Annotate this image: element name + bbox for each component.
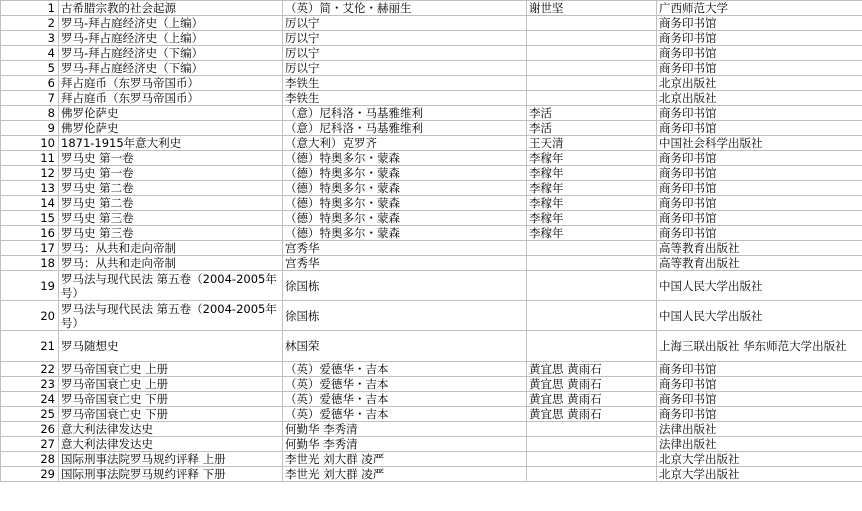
publisher-cell[interactable]: 中国人民大学出版社 bbox=[657, 301, 862, 331]
author-cell[interactable]: 厉以宁 bbox=[283, 16, 527, 31]
title-cell[interactable]: 罗马帝国衰亡史 上册 bbox=[59, 377, 283, 392]
title-cell[interactable]: 罗马：从共和走向帝制 bbox=[59, 256, 283, 271]
publisher-cell[interactable]: 商务印书馆 bbox=[657, 121, 862, 136]
row-number-cell[interactable]: 5 bbox=[1, 61, 59, 76]
publisher-cell[interactable]: 商务印书馆 bbox=[657, 181, 862, 196]
row-number-cell[interactable]: 24 bbox=[1, 392, 59, 407]
title-cell[interactable]: 罗马史 第一卷 bbox=[59, 151, 283, 166]
publisher-cell[interactable]: 中国人民大学出版社 bbox=[657, 271, 862, 301]
title-cell[interactable]: 罗马-拜占庭经济史（上编） bbox=[59, 16, 283, 31]
row-number-cell[interactable]: 18 bbox=[1, 256, 59, 271]
translator-cell[interactable] bbox=[527, 452, 657, 467]
translator-cell[interactable] bbox=[527, 46, 657, 61]
row-number-cell[interactable]: 19 bbox=[1, 271, 59, 301]
translator-cell[interactable]: 黄宜思 黄雨石 bbox=[527, 362, 657, 377]
row-number-cell[interactable]: 1 bbox=[1, 1, 59, 16]
author-cell[interactable]: （德）特奥多尔・蒙森 bbox=[283, 226, 527, 241]
publisher-cell[interactable]: 高等教育出版社 bbox=[657, 241, 862, 256]
author-cell[interactable]: （英）简・艾伦・赫丽生 bbox=[283, 1, 527, 16]
row-number-cell[interactable]: 20 bbox=[1, 301, 59, 331]
row-number-cell[interactable]: 22 bbox=[1, 362, 59, 377]
translator-cell[interactable] bbox=[527, 256, 657, 271]
table-row bbox=[1, 106, 862, 121]
translator-cell[interactable]: 李稼年 bbox=[527, 166, 657, 181]
table-row bbox=[1, 211, 862, 226]
author-cell[interactable]: （英）爱德华・吉本 bbox=[283, 377, 527, 392]
title-cell[interactable]: 罗马-拜占庭经济史（上编） bbox=[59, 31, 283, 46]
row-number-cell[interactable]: 14 bbox=[1, 196, 59, 211]
author-cell[interactable]: 厉以宁 bbox=[283, 46, 527, 61]
translator-cell[interactable] bbox=[527, 31, 657, 46]
row-number-cell[interactable]: 8 bbox=[1, 106, 59, 121]
title-cell[interactable]: 罗马史 第二卷 bbox=[59, 196, 283, 211]
author-cell[interactable]: 厉以宁 bbox=[283, 31, 527, 46]
row-number-cell[interactable]: 10 bbox=[1, 136, 59, 151]
translator-cell[interactable]: 李稼年 bbox=[527, 181, 657, 196]
table-row bbox=[1, 407, 862, 422]
table-row bbox=[1, 76, 862, 91]
publisher-cell[interactable]: 商务印书馆 bbox=[657, 31, 862, 46]
row-number-cell[interactable]: 4 bbox=[1, 46, 59, 61]
publisher-cell[interactable]: 商务印书馆 bbox=[657, 106, 862, 121]
table-row bbox=[1, 136, 862, 151]
title-cell[interactable]: 罗马帝国衰亡史 上册 bbox=[59, 362, 283, 377]
table-row bbox=[1, 226, 862, 241]
publisher-cell[interactable]: 北京出版社 bbox=[657, 76, 862, 91]
translator-cell[interactable] bbox=[527, 76, 657, 91]
title-cell[interactable]: 古希腊宗教的社会起源 bbox=[59, 1, 283, 16]
publisher-cell[interactable]: 商务印书馆 bbox=[657, 46, 862, 61]
row-number-cell[interactable]: 25 bbox=[1, 407, 59, 422]
publisher-cell[interactable]: 商务印书馆 bbox=[657, 166, 862, 181]
title-cell[interactable]: 罗马史 第二卷 bbox=[59, 181, 283, 196]
title-cell[interactable]: 罗马-拜占庭经济史（下编） bbox=[59, 61, 283, 76]
publisher-cell[interactable]: 广西师范大学 bbox=[657, 1, 862, 16]
table-row bbox=[1, 271, 862, 301]
author-cell[interactable]: 徐国栋 bbox=[283, 301, 527, 331]
table-row bbox=[1, 377, 862, 392]
publisher-cell[interactable]: 高等教育出版社 bbox=[657, 256, 862, 271]
translator-cell[interactable] bbox=[527, 422, 657, 437]
title-cell[interactable]: 罗马法与现代民法 第五卷（2004-2005年号） bbox=[59, 301, 283, 331]
publisher-cell[interactable]: 商务印书馆 bbox=[657, 362, 862, 377]
translator-cell[interactable]: 李稼年 bbox=[527, 151, 657, 166]
row-number-cell[interactable]: 17 bbox=[1, 241, 59, 256]
title-cell[interactable]: 罗马法与现代民法 第五卷（2004-2005年号） bbox=[59, 271, 283, 301]
author-cell[interactable]: （意）尼科洛・马基雅维利 bbox=[283, 121, 527, 136]
author-cell[interactable]: （德）特奥多尔・蒙森 bbox=[283, 196, 527, 211]
translator-cell[interactable] bbox=[527, 271, 657, 301]
table-row bbox=[1, 301, 862, 331]
title-cell[interactable]: 罗马史 第三卷 bbox=[59, 211, 283, 226]
row-number-cell[interactable]: 21 bbox=[1, 331, 59, 362]
table-row bbox=[1, 437, 862, 452]
title-cell[interactable]: 罗马史 第一卷 bbox=[59, 166, 283, 181]
row-number-cell[interactable]: 13 bbox=[1, 181, 59, 196]
publisher-cell[interactable]: 商务印书馆 bbox=[657, 407, 862, 422]
title-cell[interactable]: 罗马史 第三卷 bbox=[59, 226, 283, 241]
author-cell[interactable]: 徐国栋 bbox=[283, 271, 527, 301]
table-row bbox=[1, 256, 862, 271]
row-number-cell[interactable]: 29 bbox=[1, 467, 59, 482]
author-cell[interactable]: （英）爱德华・吉本 bbox=[283, 362, 527, 377]
publisher-cell[interactable]: 法律出版社 bbox=[657, 422, 862, 437]
author-cell[interactable]: 李世光 刘大群 凌严 bbox=[283, 467, 527, 482]
author-cell[interactable]: （意）尼科洛・马基雅维利 bbox=[283, 106, 527, 121]
publisher-cell[interactable]: 商务印书馆 bbox=[657, 151, 862, 166]
translator-cell[interactable] bbox=[527, 437, 657, 452]
table-row bbox=[1, 331, 862, 362]
row-number-cell[interactable]: 15 bbox=[1, 211, 59, 226]
publisher-cell[interactable]: 法律出版社 bbox=[657, 437, 862, 452]
translator-cell[interactable]: 李稼年 bbox=[527, 226, 657, 241]
publisher-cell[interactable]: 商务印书馆 bbox=[657, 61, 862, 76]
translator-cell[interactable]: 黄宜思 黄雨石 bbox=[527, 407, 657, 422]
translator-cell[interactable]: 王天清 bbox=[527, 136, 657, 151]
row-number-cell[interactable]: 7 bbox=[1, 91, 59, 106]
table-row bbox=[1, 91, 862, 106]
table-row bbox=[1, 61, 862, 76]
table-row bbox=[1, 166, 862, 181]
row-number-cell[interactable]: 2 bbox=[1, 16, 59, 31]
title-cell[interactable]: 罗马-拜占庭经济史（下编） bbox=[59, 46, 283, 61]
publisher-cell[interactable]: 北京大学出版社 bbox=[657, 467, 862, 482]
translator-cell[interactable] bbox=[527, 61, 657, 76]
title-cell[interactable]: 国际刑事法院罗马规约评释 上册 bbox=[59, 452, 283, 467]
author-cell[interactable]: （德）特奥多尔・蒙森 bbox=[283, 181, 527, 196]
author-cell[interactable]: 李铁生 bbox=[283, 91, 527, 106]
table-row bbox=[1, 392, 862, 407]
title-cell[interactable]: 拜占庭币（东罗马帝国币） bbox=[59, 91, 283, 106]
translator-cell[interactable] bbox=[527, 331, 657, 362]
author-cell[interactable]: （德）特奥多尔・蒙森 bbox=[283, 166, 527, 181]
row-number-cell[interactable]: 6 bbox=[1, 76, 59, 91]
table-row bbox=[1, 121, 862, 136]
publisher-cell[interactable]: 商务印书馆 bbox=[657, 377, 862, 392]
author-cell[interactable]: 宫秀华 bbox=[283, 241, 527, 256]
row-number-cell[interactable]: 16 bbox=[1, 226, 59, 241]
title-cell[interactable]: 意大利法律发达史 bbox=[59, 422, 283, 437]
author-cell[interactable]: （意大利）克罗齐 bbox=[283, 136, 527, 151]
author-cell[interactable]: （英）爱德华・吉本 bbox=[283, 392, 527, 407]
title-cell[interactable]: 罗马：从共和走向帝制 bbox=[59, 241, 283, 256]
title-cell[interactable]: 罗马随想史 bbox=[59, 331, 283, 362]
publisher-cell[interactable]: 上海三联出版社 华东师范大学出版社 bbox=[657, 331, 862, 362]
author-cell[interactable]: 林国荣 bbox=[283, 331, 527, 362]
row-number-cell[interactable]: 9 bbox=[1, 121, 59, 136]
title-cell[interactable]: 1871-1915年意大利史 bbox=[59, 136, 283, 151]
title-cell[interactable]: 佛罗伦萨史 bbox=[59, 121, 283, 136]
title-cell[interactable]: 拜占庭币（东罗马帝国币） bbox=[59, 76, 283, 91]
translator-cell[interactable]: 李稼年 bbox=[527, 196, 657, 211]
row-number-cell[interactable]: 27 bbox=[1, 437, 59, 452]
table-row bbox=[1, 16, 862, 31]
publisher-cell[interactable]: 商务印书馆 bbox=[657, 211, 862, 226]
translator-cell[interactable]: 黄宜思 黄雨石 bbox=[527, 392, 657, 407]
author-cell[interactable]: 何勤华 李秀清 bbox=[283, 422, 527, 437]
publisher-cell[interactable]: 商务印书馆 bbox=[657, 392, 862, 407]
publisher-cell[interactable]: 商务印书馆 bbox=[657, 226, 862, 241]
author-cell[interactable]: 李世光 刘大群 凌严 bbox=[283, 452, 527, 467]
table-row bbox=[1, 31, 862, 46]
translator-cell[interactable] bbox=[527, 467, 657, 482]
table-row bbox=[1, 422, 862, 437]
title-cell[interactable]: 罗马帝国衰亡史 下册 bbox=[59, 392, 283, 407]
table-row bbox=[1, 362, 862, 377]
table-row bbox=[1, 196, 862, 211]
publisher-cell[interactable]: 北京出版社 bbox=[657, 91, 862, 106]
row-number-cell[interactable]: 23 bbox=[1, 377, 59, 392]
author-cell[interactable]: 李铁生 bbox=[283, 76, 527, 91]
translator-cell[interactable] bbox=[527, 16, 657, 31]
publisher-cell[interactable]: 商务印书馆 bbox=[657, 196, 862, 211]
table-row bbox=[1, 1, 862, 16]
table-row bbox=[1, 452, 862, 467]
translator-cell[interactable]: 李活 bbox=[527, 106, 657, 121]
publisher-cell[interactable]: 中国社会科学出版社 bbox=[657, 136, 862, 151]
author-cell[interactable]: 宫秀华 bbox=[283, 256, 527, 271]
row-number-cell[interactable]: 28 bbox=[1, 452, 59, 467]
translator-cell[interactable] bbox=[527, 241, 657, 256]
translator-cell[interactable] bbox=[527, 301, 657, 331]
table-row bbox=[1, 181, 862, 196]
table-row bbox=[1, 467, 862, 482]
publisher-cell[interactable]: 商务印书馆 bbox=[657, 16, 862, 31]
title-cell[interactable]: 国际刑事法院罗马规约评释 下册 bbox=[59, 467, 283, 482]
translator-cell[interactable]: 李活 bbox=[527, 121, 657, 136]
translator-cell[interactable]: 谢世坚 bbox=[527, 1, 657, 16]
translator-cell[interactable]: 黄宜思 黄雨石 bbox=[527, 377, 657, 392]
table-row bbox=[1, 46, 862, 61]
author-cell[interactable]: （德）特奥多尔・蒙森 bbox=[283, 151, 527, 166]
title-cell[interactable]: 意大利法律发达史 bbox=[59, 437, 283, 452]
row-number-cell[interactable]: 11 bbox=[1, 151, 59, 166]
row-number-cell[interactable]: 12 bbox=[1, 166, 59, 181]
table-row bbox=[1, 241, 862, 256]
title-cell[interactable]: 佛罗伦萨史 bbox=[59, 106, 283, 121]
row-number-cell[interactable]: 3 bbox=[1, 31, 59, 46]
translator-cell[interactable]: 李稼年 bbox=[527, 211, 657, 226]
translator-cell[interactable] bbox=[527, 91, 657, 106]
title-cell[interactable]: 罗马帝国衰亡史 下册 bbox=[59, 407, 283, 422]
author-cell[interactable]: 何勤华 李秀清 bbox=[283, 437, 527, 452]
row-number-cell[interactable]: 26 bbox=[1, 422, 59, 437]
publisher-cell[interactable]: 北京大学出版社 bbox=[657, 452, 862, 467]
author-cell[interactable]: （德）特奥多尔・蒙森 bbox=[283, 211, 527, 226]
table-row bbox=[1, 151, 862, 166]
author-cell[interactable]: （英）爱德华・吉本 bbox=[283, 407, 527, 422]
author-cell[interactable]: 厉以宁 bbox=[283, 61, 527, 76]
table-body bbox=[1, 1, 862, 482]
